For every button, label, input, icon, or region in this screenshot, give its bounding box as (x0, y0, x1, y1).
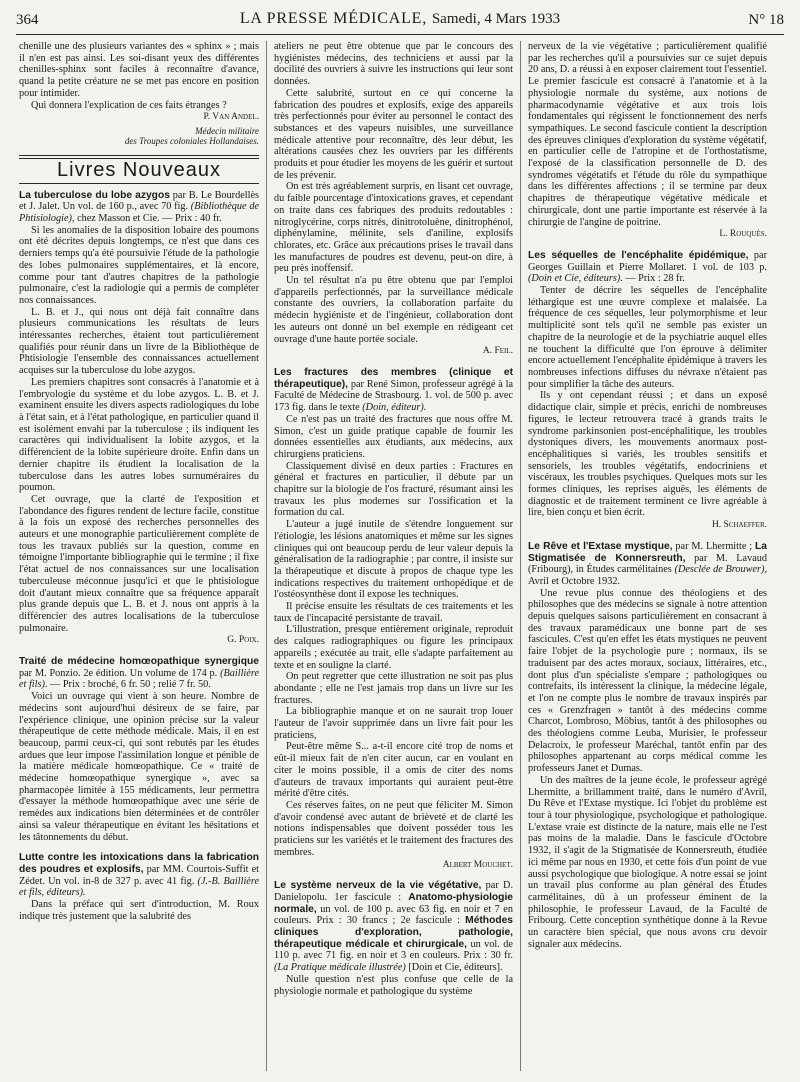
signature: Albert Mouchet. (442, 859, 513, 870)
signature: P. Van Andel. (203, 112, 259, 123)
review-heading (19, 190, 259, 225)
book-date: , Avril et Octobre 1932. (528, 564, 767, 587)
book-meta: par M. Ponzio. 2e édition. Un volume de 174 p. (19, 667, 221, 679)
review-heading (19, 852, 259, 899)
paragraph: La bibliographie manque et on ne saurait trop louer l'auteur de l'avoir supprimée dans un livre fait pour les praticiens, (274, 706, 513, 741)
book-meta: par M. Lhermitte ; (672, 540, 756, 552)
book-series: (Bibliothèque de Phtisiologie) (19, 201, 259, 225)
section-title: Livres Nouveaux (57, 158, 221, 181)
paragraph: Voici un ouvrage qui vient à son heure. Nombre de médecins sont aujourd'hui désireux de se faire, par l'expérience clinique, une opinion précise sur la valeur thérapeutique de cette méthode médicale. Mais, il en est beaucoup, parmi ceux-ci, qui sont rebutés par les études ardues que leur impose l'assimilation longue et pénible de la matière médicale homœopathique. Ce « traité de médecine homœopathique synergique », avec sa pharmacopée limitée à 155 médicaments, leur permettra d'essayer la méthode homœopathique avec une série de remèdes aux indications bien déterminées et de contrôler ainsi sa valeur thérapeutique en évitant les hésitations et les tâtonnements du début. (19, 691, 259, 843)
book-meta: un vol. de 100 p. avec 63 fig. en noir et 7 en couleurs. Prix : 30 francs ; 2e fascicule : (274, 903, 513, 927)
book-review (274, 367, 513, 871)
book-publisher: , chez Masson et Cie. — Prix : 40 fr. (71, 213, 222, 225)
book-title: La tuberculose du lobe azygos (19, 189, 170, 201)
paragraph: Ce n'est pas un traité des fractures que nous offre M. Simon, c'est un guide pratique capable de fournir les données essentielles aux étudiants, aux médecins, aux chirurgiens praticiens. (274, 413, 513, 460)
paragraph: Dans la préface qui sert d'introduction, M. Roux indique très justement que la salubrité des (19, 899, 259, 922)
review-heading (528, 541, 767, 588)
book-review (274, 880, 513, 997)
book-title: Traité de médecine homœopathique synergique (19, 656, 259, 668)
book-publisher: (Doin et Cie, éditeurs) (528, 273, 621, 285)
journal-title (16, 10, 784, 28)
paragraph: Une revue plus connue des théologiens et des philosophes que des médecins se signale à notre attention depuis quelques saisons particulièrement en consacrant à des travaux paramédicaux une bonne part de ses fascicules. C'est qu'en effet les états mystiques ne peuvent faire l'objet de la psychologie pure ; normaux, ils se traduisent par des actes moraux, sociaux, littéraires, etc., dont plus d'un spécialiste s'empare ; pathologiques ou contrefaits, ils intéressent la clinique, la médecine légale, et l'on ne compte plus le nombre de travaux inspirés par ces « Grenzfragen » tantôt à des médecins comme Charcot, Lombroso, Möbius, tantôt à des philosophes ou des théologiens comme Leuba, Murisier, le professeur Delacroix, le professeur Maréchal, tantôt enfin par des philosophes appartenant au corps médical comme les professeurs Janet et Dumas. (528, 587, 767, 775)
book-subtitle: La Stigmatisée de Konnersreuth, (528, 540, 768, 564)
columns (12, 41, 788, 1071)
book-publisher: (Doin, éditeur). (362, 402, 427, 414)
book-title: Le système nerveux de la vie végétative, (274, 880, 482, 892)
column-2 (266, 41, 520, 1071)
paragraph: Un tel résultat n'a pu être obtenu que par l'emploi d'appareils perfectionnés, par la surveillance médicale constante des ouvriers, la collaboration parfaite du médecin hygiéniste et de l'ingénieur, collaboration dont les auteurs ont donné un bel exemple en rédigeant cet ouvrage d'une haute portée sociale. (274, 275, 513, 345)
book-publisher: (J.-B. Baillière et fils, éditeurs). (19, 875, 259, 899)
paragraph: Il précise ensuite les résultats de ces traitements et les taux de l'incapacité persistante de travail. (274, 601, 513, 624)
book-meta: un vol. de 110 p. avec 71 fig. en noir et 3 en couleurs. Prix : 30 fr. (274, 938, 513, 962)
book-review (19, 852, 259, 922)
review-heading (19, 656, 259, 691)
signature: L. Rouquès. (719, 229, 767, 240)
review-heading (274, 880, 513, 974)
running-head (16, 6, 784, 35)
paragraph: Qui donnera l'explication de ces faits étranges ? (31, 99, 227, 111)
column-1 (12, 41, 266, 1071)
book-review (19, 656, 259, 843)
book-title: Les fractures des membres (clinique et thérapeutique), (274, 366, 513, 390)
book-price: . — Prix : broché, 6 fr. 50 ; relié 7 fr. 50. (44, 679, 211, 691)
book-publisher: (Baillière et fils) (19, 667, 259, 691)
book-title: Le Rêve et l'Extase mystique, (528, 540, 673, 552)
issue-number: N° 18 (748, 12, 784, 28)
signature: H. Schaeffer. (711, 520, 767, 531)
paragraph: Ils y ont cependant réussi ; et dans un exposé didactique clair, simple et précis, enrichi de nombreuses figures, le lecteur retrouvera tracé à grands traits le syndrome parkinsonien post-encéphalitique, les troubles dystoniques divers, les mouvements anormaux post-encéphalitiques si variés, les troubles sensitifs et sensoriels, les troubles végétatifs, endocriniens et viscéraux, les troubles psychiques. Quelques mots sur les formes cliniques, les reprises aiguës, les éléments de diagnostic et de traitement terminent ce livre agréable à lire, bien conçu et bien écrit. (528, 390, 767, 519)
paragraph: Classiquement divisé en deux parties : Fractures en général et fractures en particulier, il débute par un chapitre sur la biologie de l'os fracturé, résumant ainsi les travaux les plus modernes sur l'ossification et la formation du cal. (274, 460, 513, 519)
book-review (528, 541, 767, 951)
paragraph: L'auteur a jugé inutile de s'étendre longuement sur l'étiologie, les lésions anatomiques et même sur les signes cliniques qui ont beaucoup perdu de leur valeur depuis la généralisation de la radiographie ; par contre, il insiste sur la thérapeutique et discute à propos de chaque type les indications respectives du traitement orthopédique et de l'ostéosynthèse dont il expose les techniques. (274, 519, 513, 601)
paragraph: chenille une des plusieurs variantes des « sphinx » ; mais il n'en est pas ainsi. Les soi-disant yeux des différentes chenilles-sphinx sont faciles à reconnaître d'avance, quand la petite créature ne se met pas encore en position pour intimider. (19, 41, 259, 99)
paragraph: Peut-être même S... a-t-il encore cité trop de noms et eût-il mieux fait de n'en citer aucun, car en voulant en citer le moins possible, il a omis de citer des noms d'auteurs de travaux importants qui auraient peut-être mérité d'être cités. (274, 741, 513, 800)
book-meta: par MM. Courtois-Suffit et Zédet. Un vol. in-8 de 327 p. avec 41 fig. (19, 864, 259, 887)
signature: A. Feil. (482, 346, 513, 357)
column-3 (520, 41, 774, 1071)
book-subtitle: Méthodes cliniques d'exploration, pathologie, thérapeutique médicale et chirurgicale, (274, 915, 513, 950)
book-subtitle: Anatomo-physiologie normale, (274, 891, 513, 915)
book-review (19, 190, 259, 647)
book-publisher: (Desclée de Brouwer) (674, 564, 765, 576)
paragraph: On peut regretter que cette illustration ne soit pas plus abondante ; elle ne l'est jamais trop dans un livre sur les fractures. (274, 671, 513, 706)
paragraph: ateliers ne peut être obtenue que par le concours des hygiénistes médecins, des techniciens et aussi par la docilité des ouvriers à suivre les instructions qui leur sont données. (274, 41, 513, 88)
paragraph: Nulle question n'est plus confuse que celle de la physiologie normale et pathologique du système (274, 973, 513, 997)
book-title: Les séquelles de l'encéphalite épidémique, (528, 249, 749, 261)
paragraph: Si les anomalies de la disposition lobaire des poumons ont été décrites depuis longtemps, ce n'est que dans ces derniers temps qu'a été poursuivie l'étude de la pathologie des lobes pulmonaires supplémentaires, et là encore, comme pour tant d'autres chapitres de la pathologie pulmonaire, c'est la radiologie qui a permis de compléter nos connaissances. (19, 224, 259, 306)
book-review (528, 250, 767, 532)
paragraph: Cet ouvrage, que la clarté de l'exposition et l'abondance des figures rendent de lecture facile, constitue à la fois un exposé des recherches personnelles des auteurs et une monographie particulièrement complète de tous les travaux publiés sur la question, comme en témoigne l'importante bibliographie qui le termine ; il fixe l'état actuel de nos connaissances sur une localisation tuberculeuse méconnue jusqu'ici et que le phtisiologue doit d'autant mieux connaître que sa fréquence apparaît plus grande depuis que L. B. et J. nous ont appris à la différencier des autres localisations de la tuberculose pulmonaire. (19, 493, 259, 634)
paragraph: Ces réserves faites, on ne peut que féliciter M. Simon d'avoir condensé avec autant de brièveté et de clarté les notions indispensables que doivent posséder tous les praticiens sur les variétés et le traitement des fractures des membres. (274, 800, 513, 858)
paragraph: Cette salubrité, surtout en ce qui concerne la fabrication des poudres et explosifs, exige des appareils très perfectionnés pour éviter au personnel le contact des substances et des vapeurs nuisibles, une surveillance médicale attentive pour reconnaître, dès leur début, les altérations causées chez les ouvriers par les différents produits et pour étudier les moyens de les guérir et surtout de les prévenir. (274, 87, 513, 181)
section-rule (19, 155, 259, 156)
book-publisher: [Doin et Cie, éditeurs]. (405, 962, 503, 974)
paragraph: L'illustration, presque entièrement originale, reproduit des calques radiographiques ou figure les principaux appareils ; exécutée au trait, elle s'adapte parfaitement au texte et en souligne la clarté. (274, 624, 513, 671)
paragraph: Un des maîtres de la jeune école, le professeur agrégé Lhermitte, a brillamment traité, dans le numéro d'Avril, Du Rêve et l'Extase mystique. Ici l'objet du problème est tour à tour physiologique, psychologique et pathologique. L'extase vraie est distincte de la nature, mais elle ne l'est pas moins de la maladie. Dans le fascicule d'Octobre 1932, il s'agit de la Stigmatisée de Konnersreuth, étudiée ici même par nous en 1930, et cette fois d'un point de vue aussi psychologique que biologique. A notre essai se joint un travail plus conforme au plan général des Études carmélitaines, dû à un professeur éminent de la philosophie, le professeur Lavaud, de la Faculté de Fribourg. Cette conception synthétique donne à la Revue un caractère bien spécial, que nous avons cru devoir signaler aux médecins. (528, 774, 767, 950)
paragraph: nerveux de la vie végétative ; particulièrement qualifié par les recherches qu'il a poursuivies sur ce sujet depuis 20 ans, D. a réussi à en exposer clairement tout l'essentiel. Le premier fascicule est consacré à l'anatomie et à la physiologie normale du système, aux notions de pharmacodynamie végétative et aux trois lois fondamentales qui régissent le fonctionnement des nerfs sympathiques. Le second fascicule contient la description des épreuves cliniques d'exploration du système végétatif, en particulier celle de l'atropine et de l'orthostatisme, l'exposé de la classification personnelle de D. des syndromes végétatifs et l'étude du rôle du sympathique dans les différentes affections ; il se termine par deux chapitres de thérapeutique végétative médicale et chirurgicale, dont une partie importante est réservée à la chirurgie de l'angine de poitrine. (528, 41, 767, 228)
book-meta: par Georges Guillain et Pierre Mollaret. 1 vol. de 103 p. (528, 249, 767, 273)
signature: G. Poix. (227, 635, 259, 646)
paragraph: Les premiers chapitres sont consacrés à l'anatomie et à l'embryologie du système et du lobe azygos. L. B. et J. examinent ensuite les divers aspects radiologiques du lobe à l'état sain, et à l'état pathologique, en particulier quand il est isolément envahi par la tuberculose ; ils indiquent les caractères qui individualisent la lobite azygos, et la différencient de la lobite supérieure droite. Enfin dans un dernier chapitre ils étudient la localisation de la tuberculose dans les autres lobes surnuméraires du poumon. (19, 376, 259, 494)
book-series: (La Pratique médicale illustrée) (274, 962, 406, 974)
paragraph: On est très agréablement surpris, en lisant cet ouvrage, du faible pourcentage d'intoxications graves, et cependant on traite dans ces fabriques des produits redoutables : nitroglycérine, corps nitrés, dinitrotoluène, dinitrophénol, diphénylamine, mélinite, sels d'aniline, explosifs chlorates, etc. Grâce aux précautions prises le travail dans les manufactures de poudres est devenu, peut-on dire, à peu près inoffensif. (274, 181, 513, 275)
book-meta: par B. Le Bourdellès et J. Jalet. Un vol. de 160 p., avec 70 fig. (19, 189, 259, 213)
section-rule (19, 183, 259, 184)
book-meta: par René Simon, professeur agrégé à la Faculté de Médecine de Strasbourg. 1. vol. de 500 p. avec 173 fig. dans le texte (274, 378, 513, 414)
review-heading (274, 367, 513, 414)
book-title: Lutte contre les intoxications dans la fabrication des poudres et explosifs, (19, 852, 259, 875)
paragraph: Tenter de décrire les séquelles de l'encéphalite léthargique est une œuvre complexe et malaisée. La fréquence de ces séquelles, leur polymorphisme et leur multiplicité sont tels qu'il ne semble pas exister un chapitre de la neurologie et de la psychiatrie auquel elles ne touchent la difficulté que l'on éprouve à délimiter encore actuellement l'encéphalite épidémique à travers les nombreuses infections diffuses du névraxe n'étaient pas pour simplifier la tâche des auteurs. (528, 285, 767, 390)
journal-name: LA PRESSE MÉDICALE, (239, 10, 428, 27)
book-meta: par M. Lavaud (Fribourg), in Études carmélitaines (528, 552, 767, 576)
issue-date: Samedi, 4 Mars 1933 (431, 11, 561, 27)
page-number: 364 (16, 12, 39, 28)
signature-title: Médecin militaire (195, 125, 259, 136)
book-meta: par D. Danielopolu. 1er fascicule : (274, 880, 514, 903)
signature-title: des Troupes coloniales Hollandaises. (124, 136, 259, 147)
book-price: . — Prix : 28 fr. (620, 273, 685, 285)
review-heading (528, 250, 767, 285)
paragraph: L. B. et J., qui nous ont déjà fait connaître dans plusieurs communications les résultats de leurs intéressantes recherches, étaient tout particulièrement qualifiés pour réunir dans un livre de la Bibliothèque de Phtisiologie l'ensemble des connaissances actuellement acquises sur la tuberculose du lobe azygos. (19, 306, 259, 377)
